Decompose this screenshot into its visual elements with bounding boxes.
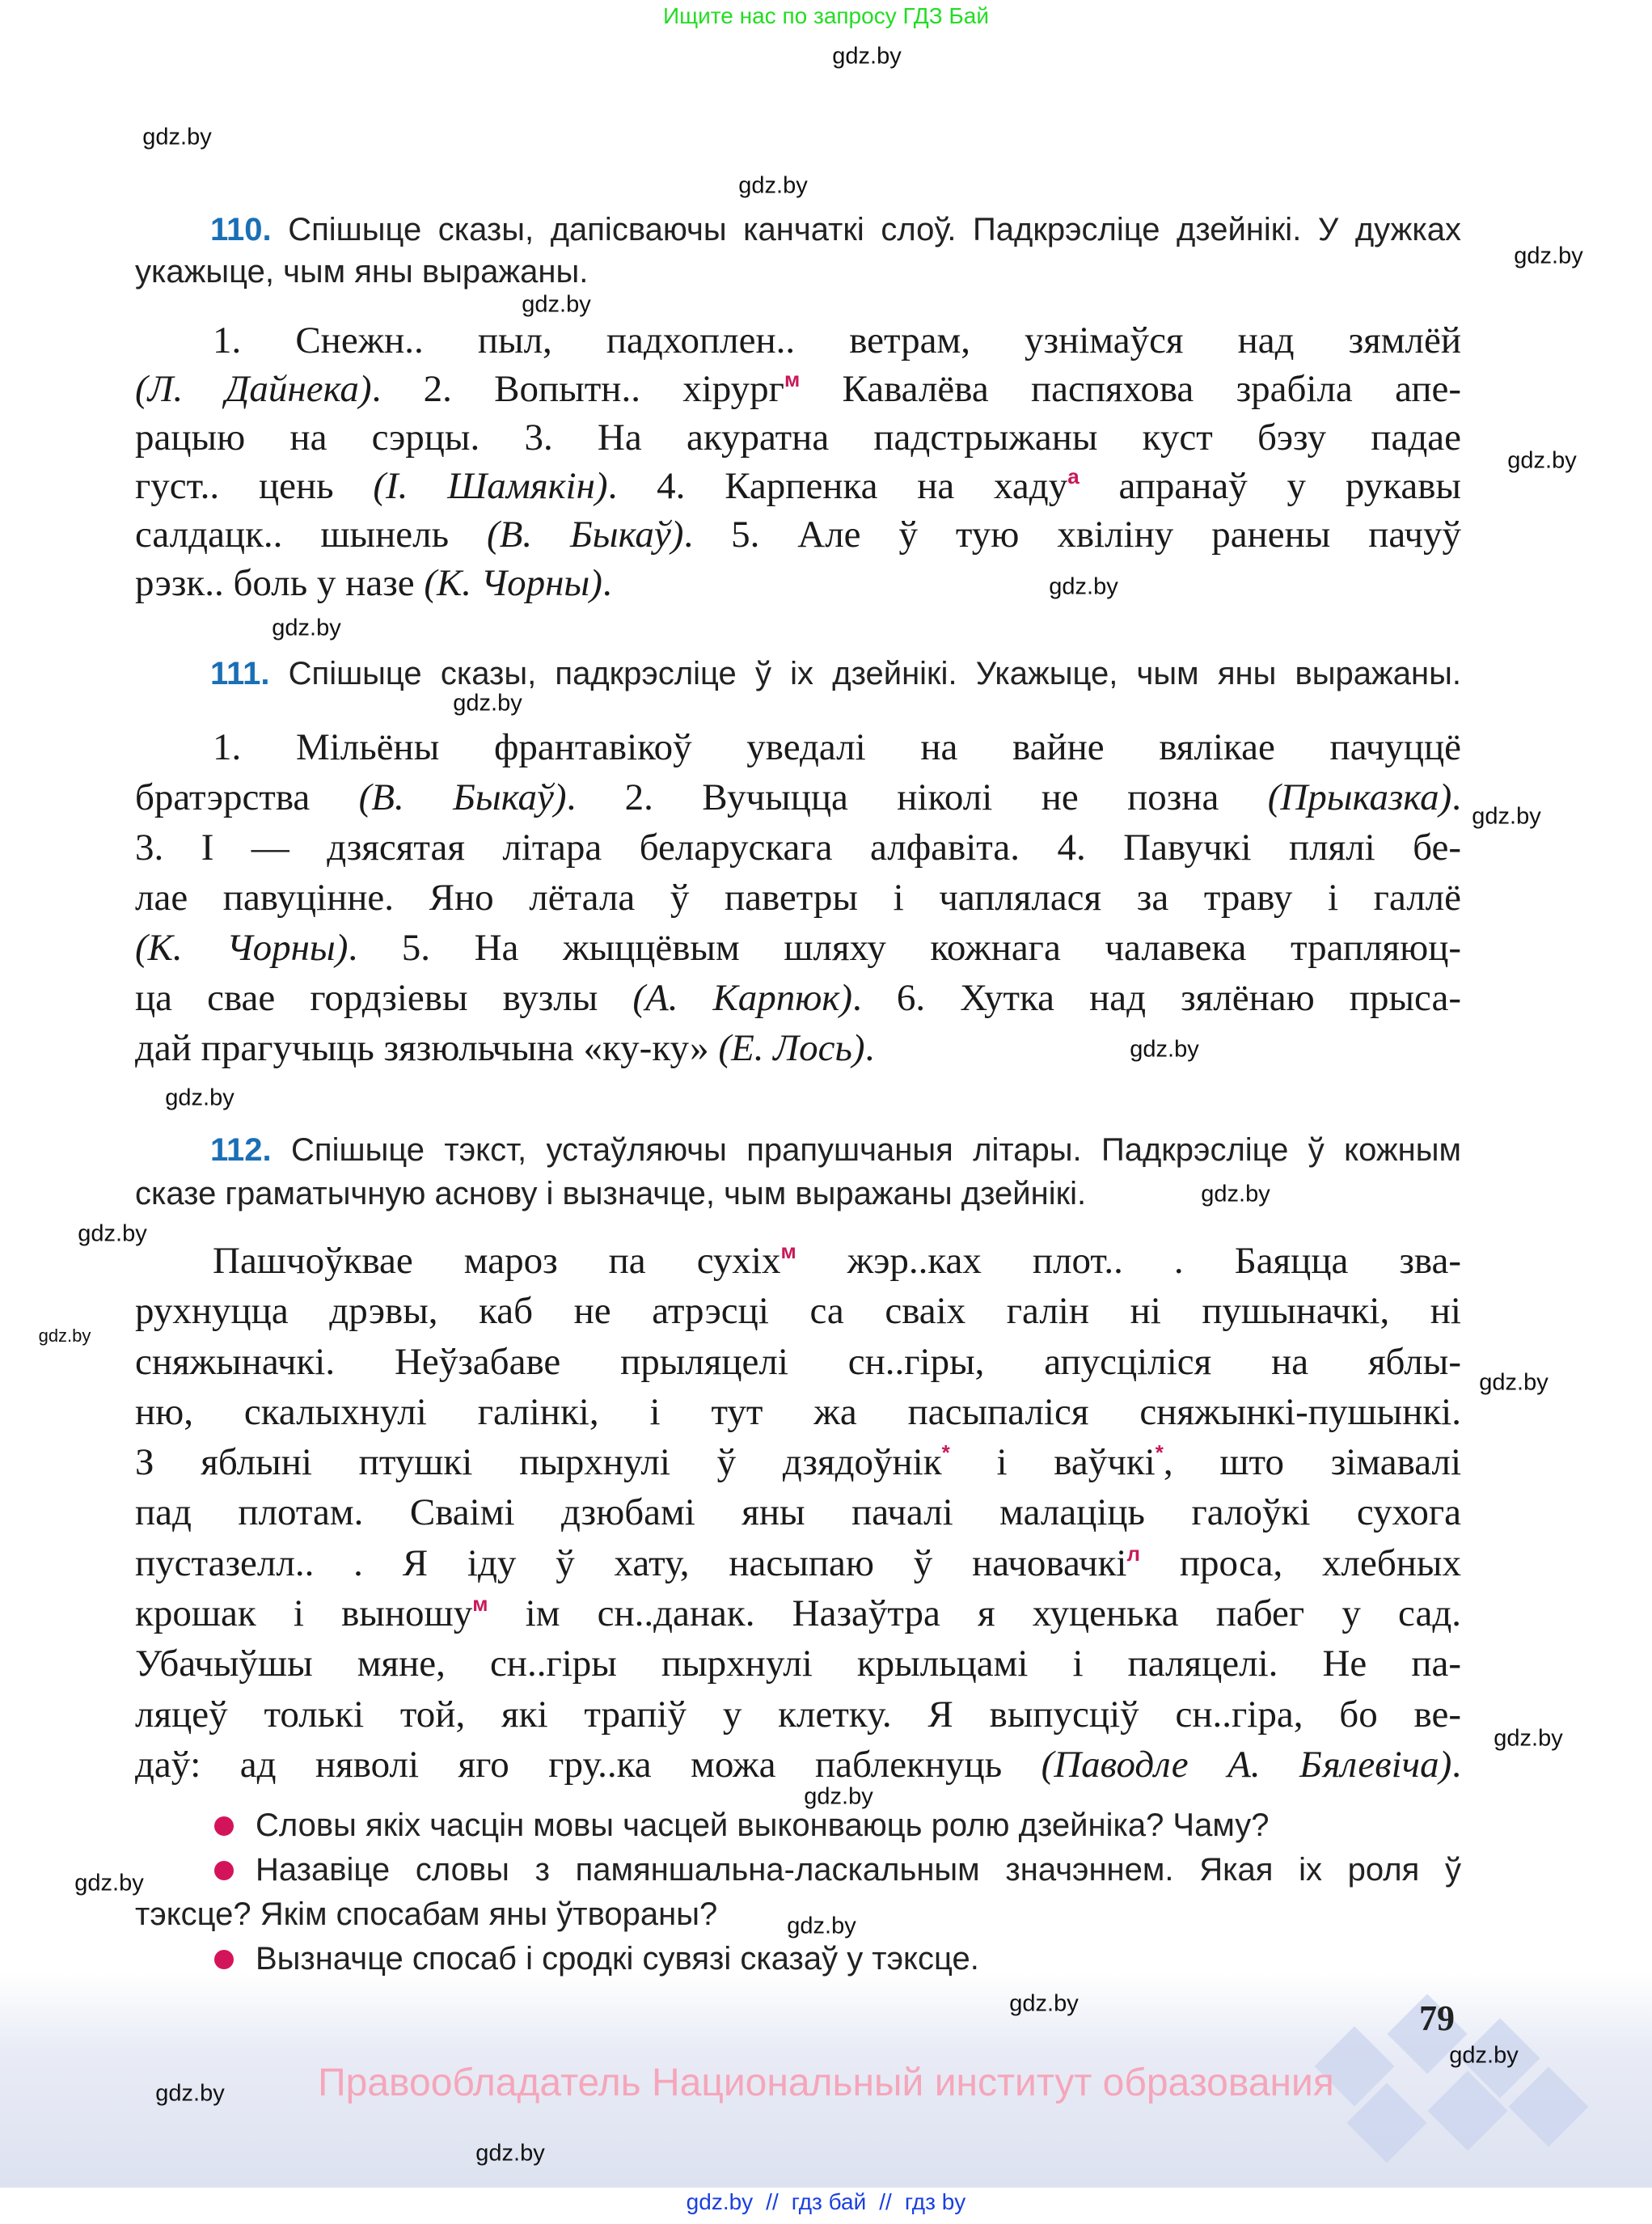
text-segment: і ваўчкі xyxy=(949,1441,1156,1484)
instruction-text: сказе граматычную аснову і вызначце, чым выражаны дзейнікі. xyxy=(135,1176,1087,1211)
watermark: gdz.by xyxy=(142,124,212,150)
text-line xyxy=(135,1236,1461,1286)
text-segment: Пашчоўквае мароз па сухіх xyxy=(213,1240,781,1282)
text-segment: братэрства xyxy=(135,776,359,818)
text-line xyxy=(135,1487,1461,1537)
question-text: тэксце? Якім спосабам яны ўтвораны? xyxy=(135,1896,718,1932)
instruction-text: Спішыце сказы, дапісваючы канчаткі слоў. Падкрэсліце дзейнікі. У дужках xyxy=(288,212,1461,247)
exercise-number: 110. xyxy=(210,212,272,247)
text-segment: пустазелл.. . Я іду ў хату, насыпаю ў начовачкі xyxy=(135,1541,1127,1584)
author-citation: (В. Быкаў) xyxy=(358,776,567,818)
watermark: gdz.by xyxy=(522,291,591,318)
superscript-mark: м xyxy=(780,1239,796,1263)
watermark: gdz.by xyxy=(165,1085,234,1111)
watermark: gdz.by xyxy=(1472,803,1541,830)
text-segment: . 2. Вопытн.. хірург xyxy=(371,368,784,410)
text-segment: рэзк.. боль у назе xyxy=(135,562,425,604)
watermark: gdz.by xyxy=(1514,243,1583,269)
text-line xyxy=(135,1638,1461,1689)
watermark: gdz.by xyxy=(1201,1181,1270,1207)
watermark: gdz.by xyxy=(738,172,808,199)
text-segment: . 2. Вучыцца ніколі не позна xyxy=(566,776,1268,818)
bullet-icon xyxy=(214,1861,234,1880)
text-line xyxy=(135,413,1461,462)
link-gdz-bai[interactable]: гдз бай xyxy=(791,2189,867,2214)
superscript-mark: * xyxy=(1155,1440,1164,1465)
bottom-links xyxy=(0,2189,1652,2215)
watermark: gdz.by xyxy=(74,1870,144,1896)
text-line xyxy=(135,559,1461,607)
exercise-110-body xyxy=(135,316,1461,607)
text-line xyxy=(135,772,1461,822)
top-banner[interactable]: Ищите нас по запросу ГДЗ Бай xyxy=(662,3,990,28)
watermark: gdz.by xyxy=(804,1783,873,1810)
text-line xyxy=(135,1337,1461,1387)
text-segment: салдацк.. шынель xyxy=(135,514,487,556)
watermark: gdz.by xyxy=(1479,1369,1548,1396)
text-segment: . xyxy=(864,1027,875,1069)
exercise-110-instruction xyxy=(135,209,1461,293)
text-segment: . xyxy=(602,562,612,604)
text-line xyxy=(135,873,1461,923)
instruction-text: укажыце, чым яны выражаны. xyxy=(135,254,589,290)
watermark: gdz.by xyxy=(1507,447,1577,474)
text-segment: Кавалёва паспяхова зрабіла апе- xyxy=(800,368,1461,410)
text-segment: 3. І — дзясятая літара беларускага алфавіта. 4. Павучкі плялі бе- xyxy=(135,827,1461,869)
questions-list xyxy=(135,1803,1461,1981)
exercise-112-body xyxy=(135,1236,1461,1790)
link-gdz-by[interactable]: gdz.by xyxy=(686,2189,754,2214)
text-line xyxy=(135,1588,1461,1638)
author-citation: (Паводле А. Бялевіча) xyxy=(1041,1743,1452,1786)
text-line xyxy=(135,973,1461,1023)
text-line xyxy=(135,1740,1461,1790)
text-segment: . 4. Карпенка на хаду xyxy=(607,465,1068,507)
text-segment: 1. Снежн.. пыл, падхоплен.. ветрам, узнімаўся над зямлёй xyxy=(213,319,1461,362)
text-segment: ца свае гордзіевы вузлы xyxy=(135,977,633,1019)
question-text: Назавіце словы з памяншальна-ласкальным значэннем. Якая іх роля ў xyxy=(256,1852,1461,1888)
text-segment: ім сн..данак. Назаўтра я хуценька пабег у сад. xyxy=(488,1592,1461,1635)
text-segment: дай прагучыць зязюльчына «ку-ку» xyxy=(135,1027,719,1069)
text-segment: ню, скалыхнулі галінкі, і тут жа пасыпаліся сняжынкі-пушынкі. xyxy=(135,1390,1461,1433)
watermark: gdz.by xyxy=(1009,1990,1079,2017)
superscript-mark: м xyxy=(472,1592,488,1617)
exercise-number: 112. xyxy=(210,1132,272,1168)
text-line xyxy=(135,365,1461,413)
text-segment: сняжыначкі. Неўзабаве прыляцелі сн..гіры, апусціліся на яблы- xyxy=(135,1340,1461,1383)
text-segment: Убачыўшы мяне, сн..гіры пырхнулі крыльцамі і паляцелі. Не па- xyxy=(135,1643,1461,1685)
watermark: gdz.by xyxy=(38,1326,91,1346)
author-citation: (Л. Дайнека) xyxy=(135,368,372,410)
question-item xyxy=(135,1803,1461,1848)
bullet-icon xyxy=(214,1950,234,1969)
text-segment: даў: ад няволі яго гру..ка можа паблекнуць xyxy=(135,1743,1041,1786)
text-segment: проса, хлебных xyxy=(1140,1541,1462,1584)
author-citation: (Е. Лось) xyxy=(718,1027,865,1069)
author-citation: (Прыказка) xyxy=(1267,776,1452,818)
text-segment: лае павуцінне. Яно лётала ў паветры і чаплялася за траву і галлё xyxy=(135,877,1461,919)
rights-holder-watermark: Правообладатель Национальный институт образования xyxy=(318,2061,1334,2104)
author-citation: (А. Карпюк) xyxy=(632,977,853,1019)
text-line xyxy=(135,1286,1461,1336)
text-segment: крошак і выношу xyxy=(135,1592,473,1635)
text-segment: густ.. цень xyxy=(135,465,374,507)
text-segment: рацыю на сэрцы. 3. На акуратна падстрыжаны куст бэзу падае xyxy=(135,416,1461,459)
text-segment: рухнуцца дрэвы, каб не атрэсці са сваіх галін ні пушыначкі, ні xyxy=(135,1290,1461,1333)
exercise-111-instruction xyxy=(135,653,1461,695)
watermark: gdz.by xyxy=(1130,1036,1199,1063)
watermark: gdz.by xyxy=(832,43,902,70)
text-segment: жэр..ках плот.. . Баяцца зва- xyxy=(796,1240,1462,1282)
question-text: Словы якіх часцін мовы часцей выконваюць ролю дзейніка? Чаму? xyxy=(256,1808,1270,1843)
text-line xyxy=(135,822,1461,873)
watermark: gdz.by xyxy=(1049,573,1118,600)
page-number: 79 xyxy=(1419,1998,1455,2038)
question-text: Вызначце спосаб і сродкі сувязі сказаў у тэксце. xyxy=(256,1941,979,1977)
exercise-111-body xyxy=(135,722,1461,1073)
author-citation: (К. Чорны) xyxy=(424,562,602,604)
text-line xyxy=(135,1689,1461,1740)
superscript-mark: * xyxy=(941,1440,950,1465)
superscript-mark: а xyxy=(1067,464,1080,488)
watermark: gdz.by xyxy=(475,2140,545,2167)
text-line xyxy=(135,1387,1461,1437)
watermark: gdz.by xyxy=(272,615,341,641)
watermark: gdz.by xyxy=(155,2080,225,2107)
text-segment: З яблыні птушкі пырхнулі ў дзядоўнік xyxy=(135,1441,942,1484)
text-line xyxy=(135,510,1461,559)
text-segment: апранаў у рукавы xyxy=(1079,465,1461,507)
text-line xyxy=(135,1538,1461,1588)
link-gdz-by-cyr[interactable]: гдз by xyxy=(904,2189,966,2214)
text-segment: пад плотам. Сваімі дзюбамі яны пачалі малаціць галоўкі сухога xyxy=(135,1491,1461,1534)
separator: // xyxy=(766,2189,779,2214)
question-item xyxy=(135,1848,1461,1892)
watermark: gdz.by xyxy=(1449,2042,1519,2069)
author-citation: (І. Шамякін) xyxy=(373,465,608,507)
text-segment: . xyxy=(1451,776,1461,818)
exercise-number: 111. xyxy=(210,656,270,691)
text-line xyxy=(135,462,1461,510)
instruction-text: Спішыце сказы, падкрэсліце ў іх дзейнікі. Укажыце, чым яны выражаны. xyxy=(288,656,1461,691)
text-line xyxy=(135,1023,1461,1073)
text-line xyxy=(135,923,1461,973)
text-segment: . 5. На жыццёвым шляху кожнага чалавека трапляюц- xyxy=(348,927,1462,969)
text-segment: 1. Мільёны франтавікоў уведалі на вайне вялікае пачуццё xyxy=(213,726,1461,768)
bullet-icon xyxy=(214,1816,234,1836)
text-segment: . 5. Але ў тую хвіліну ранены пачуў xyxy=(683,514,1462,556)
watermark: gdz.by xyxy=(78,1220,147,1247)
author-citation: (В. Быкаў) xyxy=(486,514,684,556)
superscript-mark: м xyxy=(784,367,801,391)
watermark: gdz.by xyxy=(453,690,522,717)
instruction-text: Спішыце тэкст, устаўляючы прапушчаныя літары. Падкрэсліце ў кожным xyxy=(291,1132,1461,1168)
text-line xyxy=(135,316,1461,365)
text-segment: , што зімавалі xyxy=(1163,1441,1462,1484)
watermark: gdz.by xyxy=(1494,1725,1563,1752)
text-line xyxy=(135,722,1461,772)
text-line xyxy=(135,1437,1461,1487)
author-citation: (К. Чорны) xyxy=(135,927,349,969)
text-segment: . xyxy=(1451,1743,1461,1786)
text-segment: . 6. Хутка над зялёнаю прыса- xyxy=(852,977,1461,1019)
question-item xyxy=(135,1937,1461,1981)
watermark: gdz.by xyxy=(787,1913,856,1939)
text-segment: ляцеў толькі той, які трапіў у клетку. Я выпусціў сн..гіра, бо ве- xyxy=(135,1693,1461,1736)
separator: // xyxy=(879,2189,892,2214)
superscript-mark: л xyxy=(1126,1541,1141,1566)
